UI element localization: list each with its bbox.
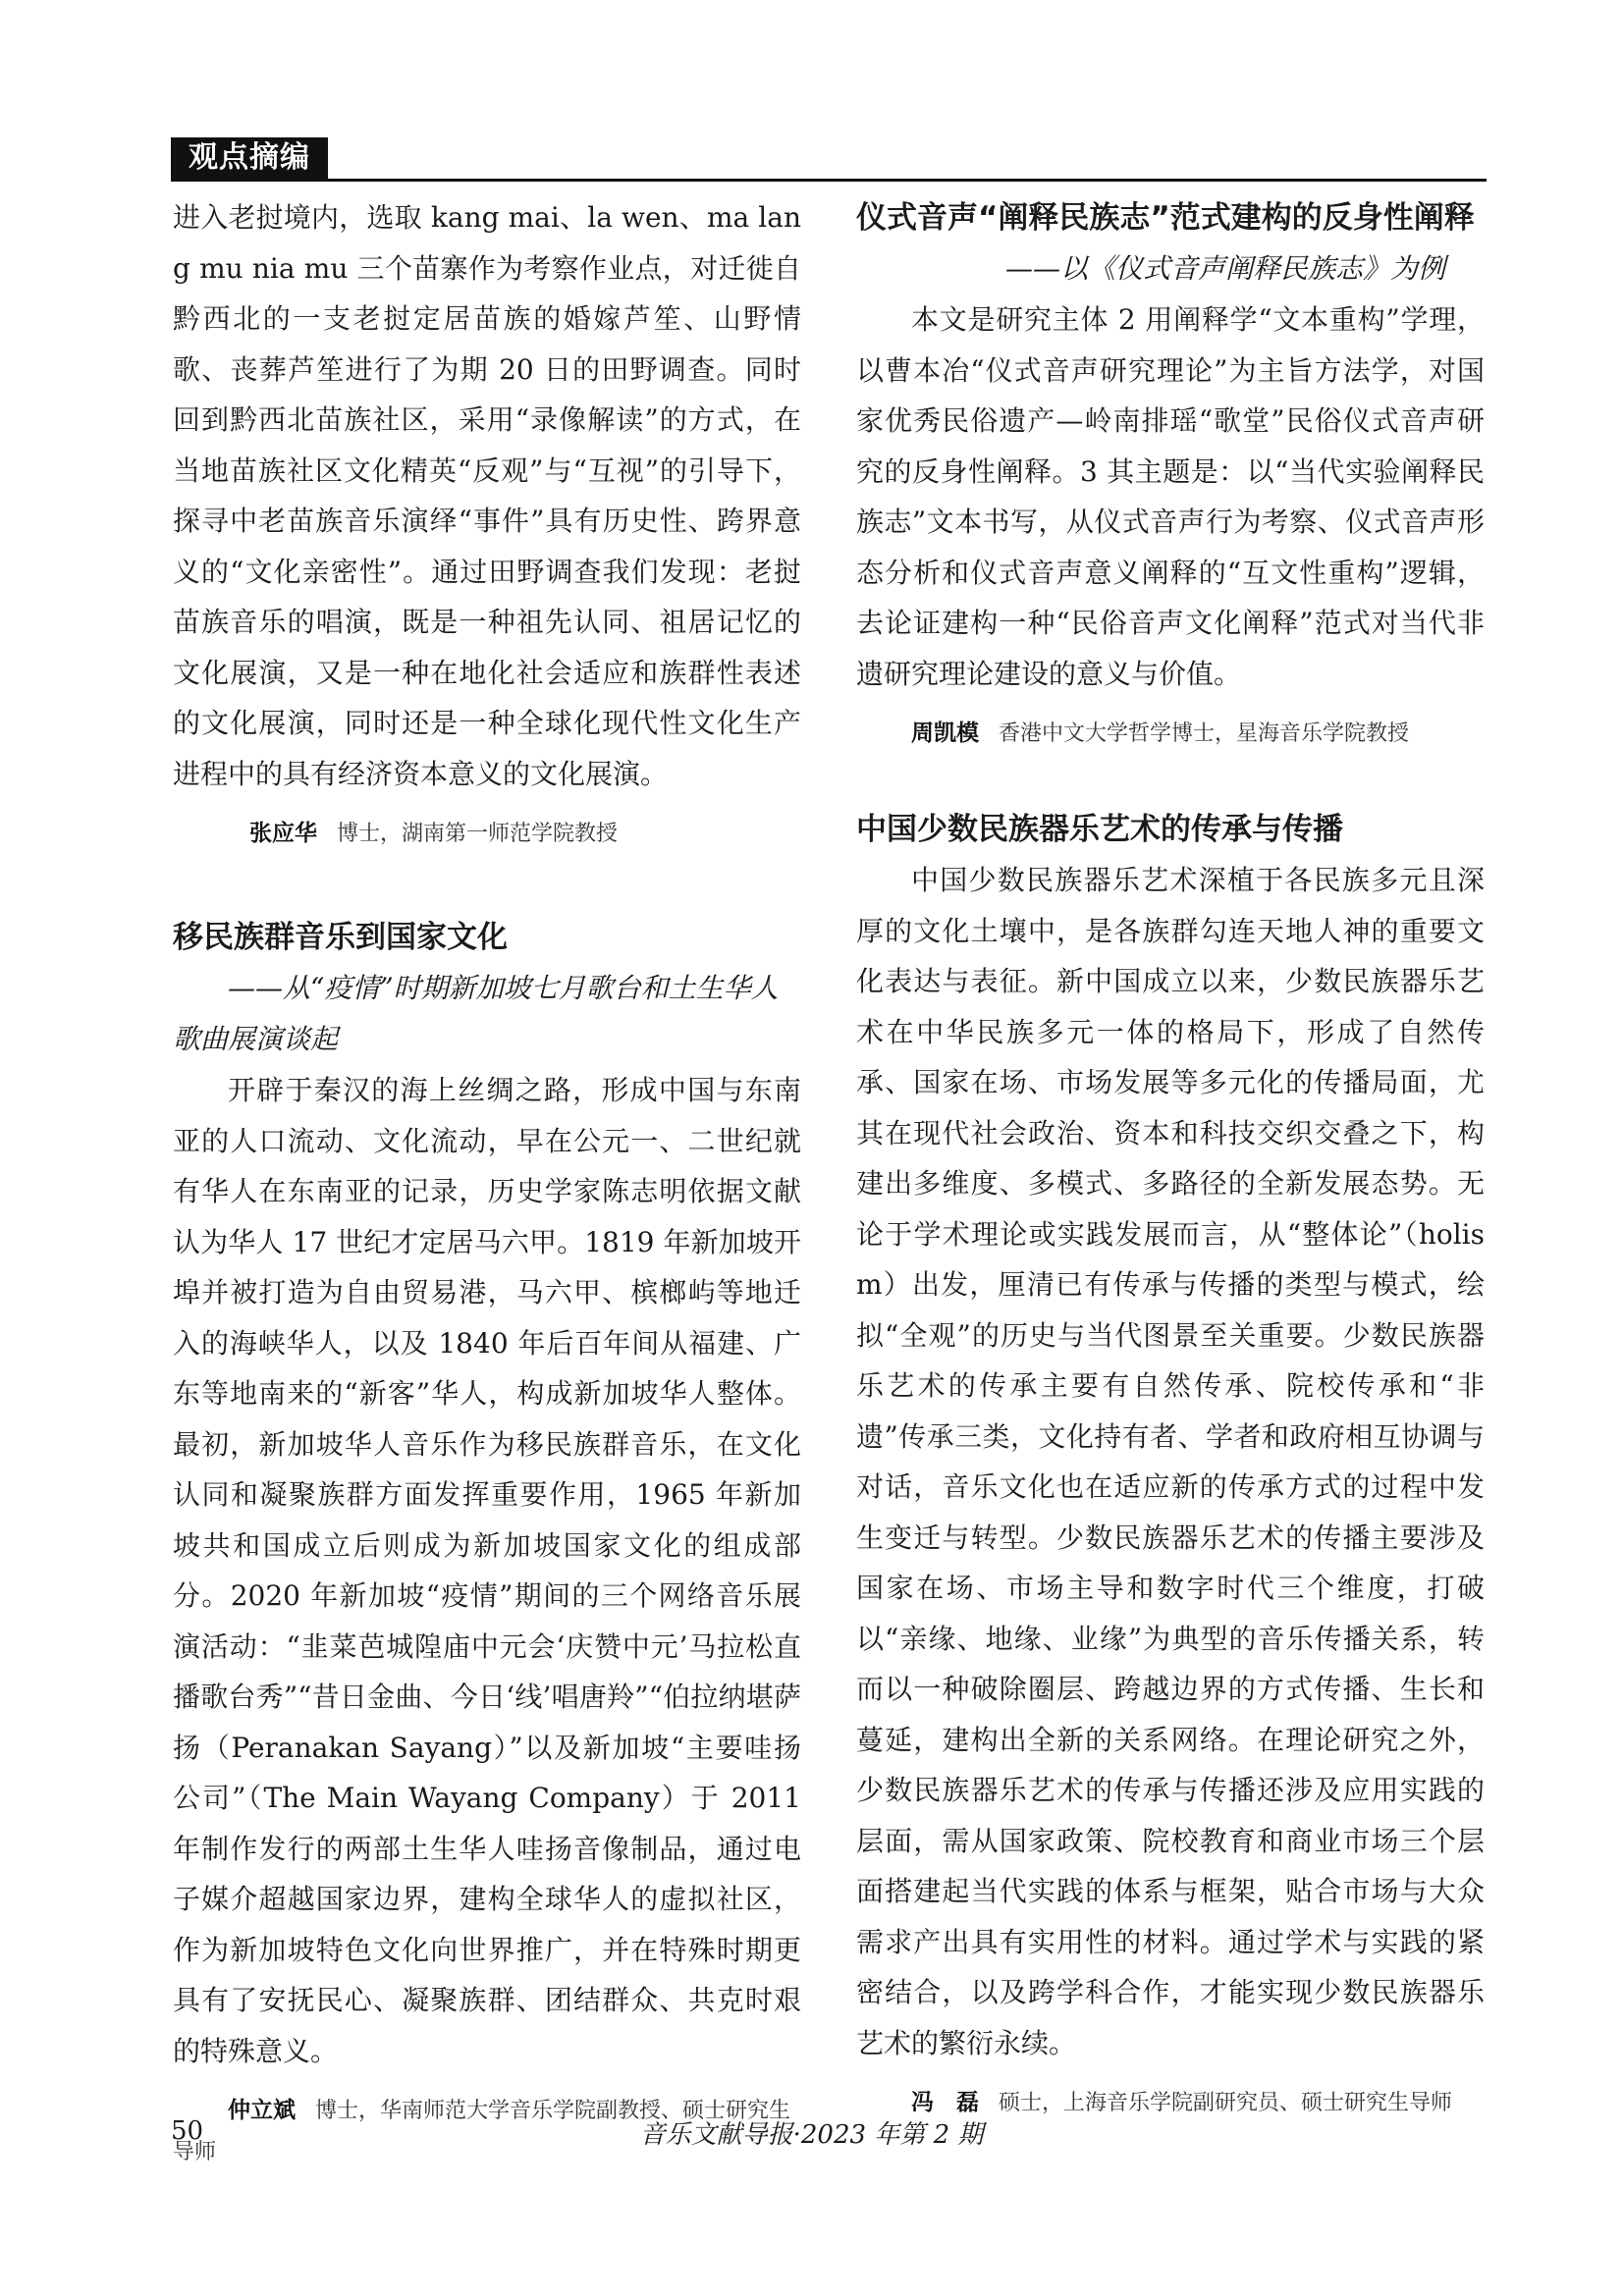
article2-title: 移民族群音乐到国家文化 (173, 920, 508, 955)
article3-title: 仪式音声“阐释民族志”范式建构的反身性阐释 (856, 200, 1475, 236)
spacer (173, 855, 801, 912)
left-column (173, 192, 801, 2173)
article4-body: 中国少数民族器乐艺术深植于各民族多元且深厚的文化土壤中，是各族群勾连天地人神的重要文化表达与表征。新中国成立以来，少数民族器乐艺术在中华民族多元一体的格局下，形成了自然传承、国家在场、市场发展等多元化的传播局面，尤其在现代社会政治、资本和科技交织交叠之下，构建出多维度、多模式、多路径的全新发展态势。无论于学术理论或实践发展而言，从“整体论”（holism）出发，厘清已有传承与传播的类型与模式，绘拟“全观”的历史与当代图景至关重要。少数民族器乐艺术的传承主要有自然传承、院校传承和“非遗”传承三类，文化持有者、学者和政府相互协调与对话，音乐文化也在适应新的传承方式的过程中发生变迁与转型。少数民族器乐艺术的传播主要涉及国家在场、市场主导和数字时代三个维度，打破以“亲缘、地缘、业缘”为典型的音乐传播关系，转而以一种破除圈层、跨越边界的方式传播、生长和蔓延，建构出全新的关系网络。在理论研究之外，少数民族器乐艺术的传承与传播还涉及应用实践的层面，需从国家政策、院校教育和商业市场三个层面搭建起当代实践的体系与框架，贴合市场与大众需求产出具有实用性的材料。通过学术与实践的紧密结合，以及跨学科合作，才能实现少数民族器乐艺术的繁衍永续。 (856, 864, 1485, 2059)
author-affiliation: 香港中文大学哲学博士，星海音乐学院教授 (999, 721, 1410, 746)
spacer (856, 755, 1485, 804)
article1-author (173, 813, 801, 855)
article1-body: 进入老挝境内，选取 kang mai、la wen、ma lang mu nia mu 三个苗寨作为考察作业点，对迁徙自黔西北的一支老挝定居苗族的婚嫁芦笙、山野情歌、丧葬芦笙进行了为期 20 日的田野调查。同时回到黔西北苗族社区，采用“录像解读”的方式，在当地苗族社区文化精英“反观”与“互视”的引导下，探寻中老苗族音乐演绎“事件”具有历史性、跨界意义的“文化亲密性”。通过田野调查我们发现：老挝苗族音乐的唱演，既是一种祖先认同、祖居记忆的文化展演，又是一种在地化社会适应和族群性表述的文化展演，同时还是一种全球化现代性文化生产进程中的具有经济资本意义的文化展演。 (173, 201, 801, 790)
page-number: 50 (171, 2116, 204, 2146)
author-affiliation: 博士，湖南第一师范学院教授 (337, 822, 619, 846)
article2-subtitle: ——从“疫情”时期新加坡七月歌台和土生华人歌曲展演谈起 (173, 972, 779, 1055)
article4-title: 中国少数民族器乐艺术的传承与传播 (856, 812, 1343, 847)
article3-subtitle: ——以《仪式音声阐释民族志》为例 (1004, 252, 1445, 285)
section-tag: 观点摘编 (171, 137, 328, 179)
article2-body: 开辟于秦汉的海上丝绸之路，形成中国与东南亚的人口流动、文化流动，早在公元一、二世纪就有华人在东南亚的记录，历史学家陈志明依据文献认为华人 17 世纪才定居马六甲。1819 年新加坡开埠并被打造为自由贸易港，马六甲、槟榔屿等地迁入的海峡华人，以及 1840 年后百年间从福建、广东等地南来的“新客”华人，构成新加坡华人整体。最初，新加坡华人音乐作为移民族群音乐，在文化认同和凝聚族群方面发挥重要作用，1965 年新加坡共和国成立后则成为新加坡国家文化的组成部分。2020 年新加坡“疫情”期间的三个网络音乐展演活动：“韭菜芭城隍庙中元会‘庆赞中元’马拉松直播歌台秀”“昔日金曲、今日‘线’唱唐羚”“伯拉纳堪萨扬（Peranakan Sayang）”以及新加坡“主要哇扬公司”（The Main Wayang Company）于 2011 年制作发行的两部土生华人哇扬音像制品，通过电子媒介超越国家边界，建构全球华人的虚拟社区，作为新加坡特色文化向世界推广，并在特殊时期更具有了安抚民心、凝聚族群、团结群众、共克时艰的特殊意义。 (173, 1074, 801, 2067)
author-name: 周凯模 (911, 721, 979, 746)
author-affiliation: 博士，华南师范大学音乐学院副教授、硕士研究生导师 (173, 2099, 791, 2164)
author-name: 冯 磊 (911, 2090, 979, 2115)
journal-footer: 音乐文献导报·2023 年第 2 期 (639, 2120, 984, 2150)
right-column (856, 192, 1485, 2124)
author-affiliation: 硕士，上海音乐学院副研究员、硕士研究生导师 (999, 2091, 1453, 2115)
article3-author (856, 713, 1485, 755)
article3-body: 本文是研究主体 2 用阐释学“文本重构”学理，以曹本冶“仪式音声研究理论”为主旨方法学，对国家优秀民俗遗产—岭南排瑶“歌堂”民俗仪式音声研究的反身性阐释。3 其主题是：以“当代实验阐释民族志”文本书写，从仪式音声行为考察、仪式音声形态分析和仪式音声意义阐释的“互文性重构”逻辑，去论证建构一种“民俗音声文化阐释”范式对当代非遗研究理论建设的意义与价值。 (856, 303, 1485, 690)
header-rule (171, 179, 1487, 182)
author-name: 仲立斌 (228, 2098, 296, 2123)
author-name: 张应华 (249, 821, 317, 846)
